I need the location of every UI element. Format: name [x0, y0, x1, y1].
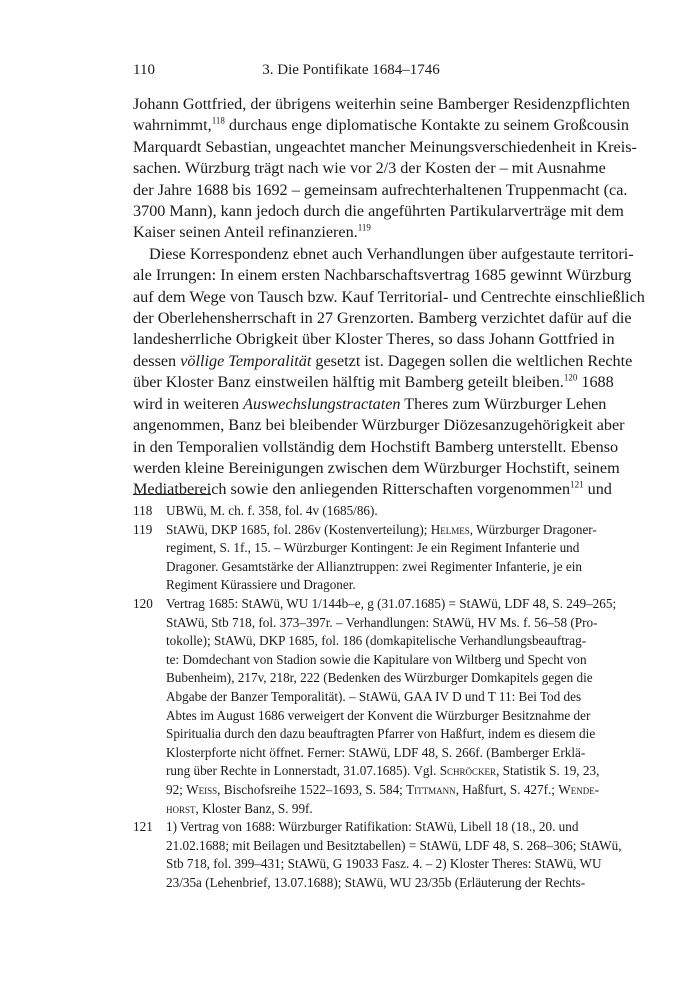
running-header: [133, 62, 569, 84]
footnote-line: Bubenheim), 217v, 218r, 222 (Bedenken des Würzburger Domkapitels gegen die: [166, 670, 593, 686]
text-line: dessen völlige Temporalität gesetzt ist. Dagegen sollen die weltlichen Rechte: [133, 351, 633, 370]
footnote-line: StAWü, Stb 718, fol. 373–397r. – Verhandlungen: StAWü, HV Ms. f. 56–58 (Pro-: [166, 614, 598, 630]
footnote-line: Klosterpforte nicht öffnet. Ferner: StAWü, LDF 48, S. 266f. (Bamberger Erklä-: [166, 744, 586, 760]
footnote-line: 23/35a (Lehenbrief, 13.07.1688); StAWü, WU 23/35b (Erläuterung der Rechts-: [166, 874, 586, 890]
footnote-line: Abtes im August 1686 verweigert der Konvent die Würzburger Besitznahme der: [166, 707, 591, 723]
footnote-line: Stb 718, fol. 399–431; StAWü, G 19033 Fasz. 4. – 2) Kloster Theres: StAWü, WU: [166, 856, 602, 872]
footnote-line: regiment, S. 1f., 15. – Würzburger Kontingent: Je ein Regiment Infanterie und: [166, 540, 580, 556]
text-line: werden kleine Bereinigungen zwischen dem Würzburger Hochstift, seinem: [133, 458, 620, 477]
text-line: wahrnimmt,$^{118}$ durchaus enge diplomatische Kontakte zu seinem Großcousin: [133, 116, 629, 135]
footnote-line: UBWü, M. ch. f. 358, fol. 4v (1685/86).: [166, 503, 378, 518]
footnote-120: [133, 595, 617, 818]
footnote-line: Regiment Kürassiere und Dragoner.: [166, 577, 356, 593]
footnote-number: 118: [133, 503, 153, 518]
text-line: 3700 Mann), kann jedoch durch die angeführten Partikularverträge mit dem: [133, 202, 624, 221]
text-line: Kaiser seinen Anteil refinanzieren.$^{119}$: [133, 223, 371, 242]
text-line: Johann Gottfried, der übrigens weiterhin seine Bamberger Residenzpflichten: [133, 95, 630, 113]
text-line: in den Temporalien vollständig dem Hochstift Bamberg unterstellt. Ebenso: [133, 437, 619, 456]
footnote-line: rung über Rechte in Lonnerstadt, 31.07.1685). Vgl. Schröcker, Statistik S. 19, 23,: [166, 763, 600, 779]
main-text: [133, 94, 645, 501]
emphasis-text: Auswechslungstractaten: [243, 394, 401, 413]
text-line: auf dem Wege von Tausch bzw. Kauf Territorial- und Centrechte einschließlich: [133, 287, 645, 306]
text-line: der Jahre 1688 bis 1692 – gemeinsam aufrechterhaltenen Truppenmacht (ca.: [133, 180, 628, 199]
footnote-line: Dragoner. Gesamtstärke der Allianztruppen: zwei Regimenter Infanterie, je ein: [166, 558, 582, 574]
footnote-line: Abgabe der Banzer Temporalität). – StAWü, GAA IV D und T 11: Bei Tod des: [166, 688, 582, 704]
footnote-ref: 120: [563, 372, 578, 383]
footnote-line: horst, Kloster Banz, S. 99f.: [166, 800, 313, 816]
text-line: landesherrliche Obrigkeit über Kloster Theres, so dass Johann Gottfried in: [133, 330, 615, 349]
text-line: sachen. Würzburg trägt nach wie vor 2/3 der Kosten der – mit Ausnahme: [133, 159, 606, 178]
footnote-separator: [133, 494, 211, 495]
footnote-121: [133, 818, 622, 892]
footnote-line: Vertrag 1685: StAWü, WU 1/144b–e, g (31.07.1685) = StAWü, LDF 48, S. 249–265;: [166, 595, 617, 611]
running-title: 3. Die Pontifikate 1684–1746: [262, 62, 440, 78]
text-line: wird in weiteren Auswechslungstractaten Theres zum Würzburger Lehen: [133, 394, 607, 413]
footnote-line: tokolle); StAWü, DKP 1685, fol. 186 (domkapitelische Verhandlungsbeauftrag-: [166, 633, 587, 649]
text-line: Mediatbereich sowie den anliegenden Ritterschaften vorgenommen$^{121}$ und: [133, 479, 612, 499]
page-number: 110: [133, 62, 155, 78]
footnote-119: [133, 521, 597, 595]
footnote-ref: 121: [570, 479, 584, 490]
footnote-ref: 118: [211, 116, 225, 127]
footnote-number: 120: [133, 595, 153, 611]
text-line: über Kloster Banz einstweilen hälftig mit Bamberg geteilt bleiben.$^{120}$ 1688: [133, 372, 614, 392]
footnote-line: te: Domdechant von Stadion sowie die Kapitulare von Wiltberg und Specht von: [166, 651, 587, 667]
text-line: der Oberlehensherrschaft in 27 Grenzorten. Bamberg verzichtet dafür auf die: [133, 309, 632, 328]
footnote-line: 21.02.1688; mit Beilagen und Besitztabellen) = StAWü, LDF 48, S. 268–306; StAWü,: [166, 837, 622, 853]
text-line: Diese Korrespondenz ebnet auch Verhandlungen über aufgestaute territori-: [149, 244, 634, 263]
text-line: angenommen, Banz bei bleibender Würzburger Diözesanzugehörigkeit aber: [133, 416, 625, 435]
text-line: Marquardt Sebastian, ungeachtet mancher Meinungsverschiedenheit in Kreis-: [133, 137, 637, 156]
footnotes-section: [133, 502, 622, 892]
footnote-line: StAWü, DKP 1685, fol. 286v (Kostenverteilung); Helmes, Würzburger Dragoner-: [166, 521, 597, 537]
footnote-118: [133, 502, 569, 521]
footnote-ref: 119: [357, 223, 371, 234]
footnote-line: 1) Vertrag von 1688: Würzburger Ratifikation: StAWü, Libell 18 (18., 20. und: [166, 819, 579, 835]
footnote-line: Spiritualia durch den dazu beauftragten Pfarrer von Haßfurt, indem es diesem die: [166, 726, 596, 742]
footnote-line: 92; Weiss, Bischofsreihe 1522–1693, S. 584; Tittmann, Haßfurt, S. 427f.; Wende-: [166, 781, 600, 797]
emphasis-text: völlige Temporalität: [180, 351, 312, 370]
footnote-number: 119: [133, 521, 153, 537]
footnote-number: 121: [133, 819, 153, 835]
text-line: ale Irrungen: In einem ersten Nachbarschaftsvertrag 1685 gewinnt Würzburg: [133, 266, 632, 285]
